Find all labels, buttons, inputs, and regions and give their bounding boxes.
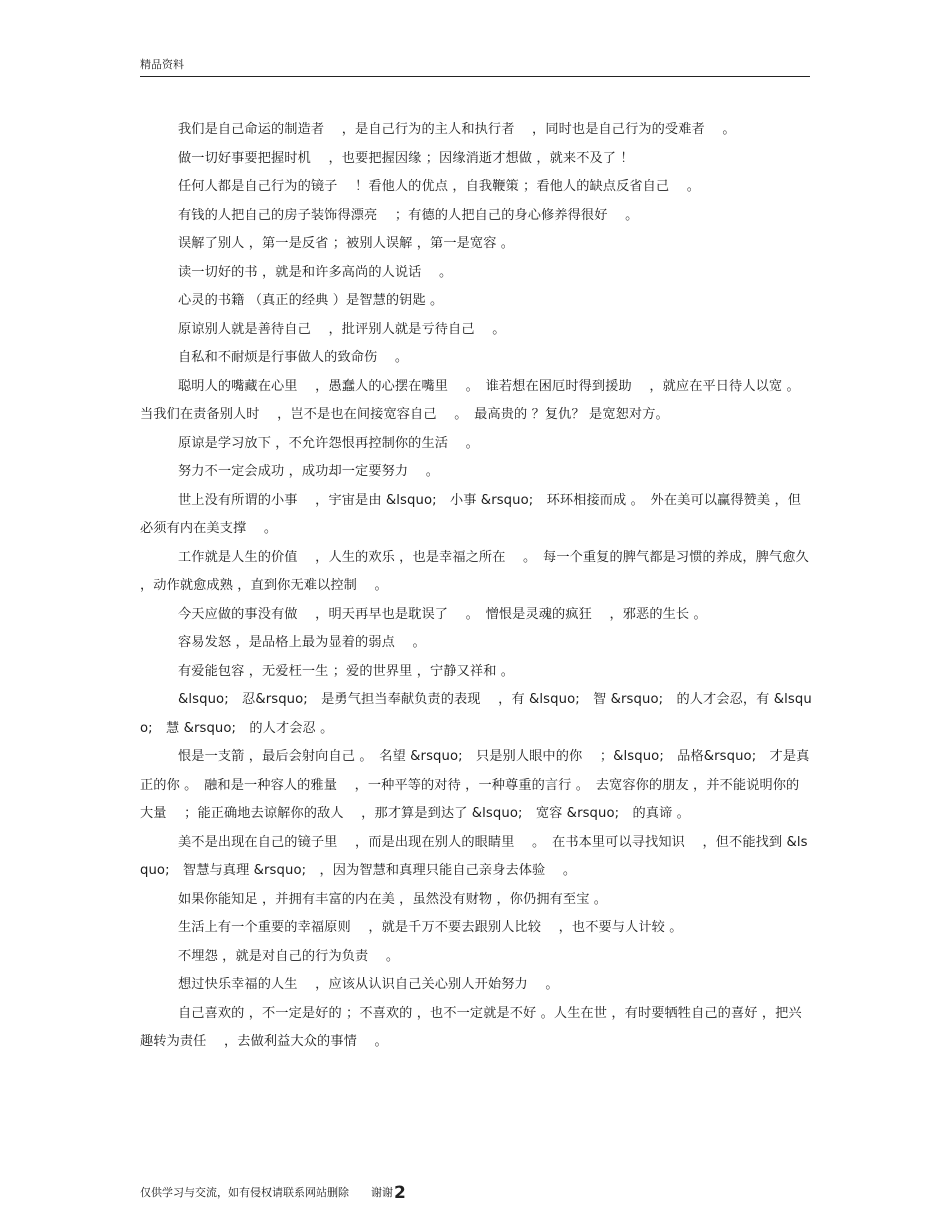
paragraph: 工作就是人生的价值 ，人生的欢乐 ，也是幸福之所在 。 每一个重复的脾气都是习惯的养成，脾气愈久 ，动作就愈成熟 ，直到你无难以控制 。 [140, 549, 814, 593]
paragraph: 我们是自己命运的制造者 ，是自己行为的主人和执行者 ，同时也是自己行为的受难者 。 [178, 122, 736, 137]
paragraph: 世上没有所谓的小事 ，宇宙是由 &lsquo; 小事 &rsquo; 环环相接而成 。 外在美可以赢得赞美 ，但必须有内在美支撑 。 [140, 492, 802, 536]
paragraph: 心灵的书籍 （真正的经典 ）是智慧的钥匙 。 [178, 293, 444, 308]
paragraph: 读一切好的书 ，就是和许多高尚的人说话 。 [178, 264, 453, 280]
paragraph: &lsquo; 忍&rsquo; 是勇气担当奉献负责的表现 ，有 &lsquo; 智 &rsquo; 的人才会忍，有 &lsquo; 慧 &rsquo; 的人才会忍 。 [140, 692, 812, 736]
footer-note: 仅供学习与交流，如有侵权请联系网站删除 谢谢 [140, 1186, 393, 1199]
paragraph: 如果你能知足 ，并拥有丰富的内在美 ，虽然没有财物 ，你仍拥有至宝 。 [178, 891, 608, 907]
paragraph: 误解了别人 ，第一是反省 ；被别人误解 ，第一是宽容 。 [178, 236, 515, 251]
document-body [140, 116, 812, 1057]
paragraph: 美不是出现在自己的镜子里 ，而是出现在别人的眼睛里 。 在书本里可以寻找知识 ，但不能找到 &lsquo; 智慧与真理 &rsquo; ，因为智慧和真理只能自己亲身去体验 。 [140, 834, 808, 878]
page-footer [140, 1183, 406, 1203]
paragraph: 想过快乐幸福的人生 ，应该从认识自己关心别人开始努力 。 [178, 977, 559, 992]
paragraph: 自己喜欢的 ，不一定是好的 ；不喜欢的 ，也不一定就是不好 。人生在世 ，有时要牺牲自己的喜好 ，把兴趣转为责任 ，去做利益大众的事情 。 [140, 1005, 802, 1049]
paragraph: 有爱能包容 ，无爱枉一生 ；爱的世界里 ，宁静又祥和 。 [178, 663, 515, 679]
paragraph: 原谅别人就是善待自己 ，批评别人就是亏待自己 。 [178, 321, 506, 337]
paragraph: 不埋怨 ，就是对自己的行为负责 。 [178, 948, 400, 964]
paragraph: 做一切好事要把握时机 ，也要把握因缘 ；因缘消逝才想做 ，就来不及了 ！ [178, 150, 634, 166]
paragraph: 聪明人的嘴藏在心里 ，愚蠢人的心摆在嘴里 。 谁若想在困厄时得到援助 ，就应在平日待人以宽 。 当我们在责备别人时 ，岂不是也在间接宽容自己 。 最高贵的 ？复仇？ 是宽恕对方。 [140, 378, 807, 422]
paragraph: 原谅是学习放下 ，不允许怨恨再控制你的生活 。 [178, 435, 479, 451]
paragraph: 努力不一定会成功 ，成功却一定要努力 。 [178, 464, 440, 479]
paragraph: 容易发怒 ，是品格上最为显着的弱点 。 [178, 635, 426, 650]
page-header [140, 54, 810, 77]
paragraph: 生活上有一个重要的幸福原则 ，就是千万不要去跟别人比较 ，也不要与人计较 。 [178, 920, 683, 935]
paragraph: 自私和不耐烦是行事做人的致命伤 。 [178, 350, 409, 365]
paragraph: 任何人都是自己行为的镜子 ！看他人的优点 ，自我鞭策 ；看他人的缺点反省自己 。 [178, 179, 701, 194]
header-label: 精品资料 [140, 58, 184, 71]
paragraph: 今天应做的事没有做 ，明天再早也是耽误了 。 憎恨是灵魂的疯狂 ，邪恶的生长 。 [178, 606, 707, 622]
paragraph: 恨是一支箭 ，最后会射向自己 。 名望 &rsquo; 只是别人眼中的你 ；&lsquo; 品格&rsquo; 才是真正的你 。 融和是一种容人的雅量 ，一种平等的对待 ，一种尊重的言行 。 去宽容你的朋友 ，并不能说明你的大量 ；能正确地去谅解你的敌人 ，那才算是到达了 &lsquo; 宽容 &rsquo; 的真谛 。 [140, 749, 810, 821]
page-number: 2 [394, 1183, 406, 1203]
paragraph: 有钱的人把自己的房子装饰得漂亮 ；有德的人把自己的身心修养得很好 。 [178, 207, 639, 223]
